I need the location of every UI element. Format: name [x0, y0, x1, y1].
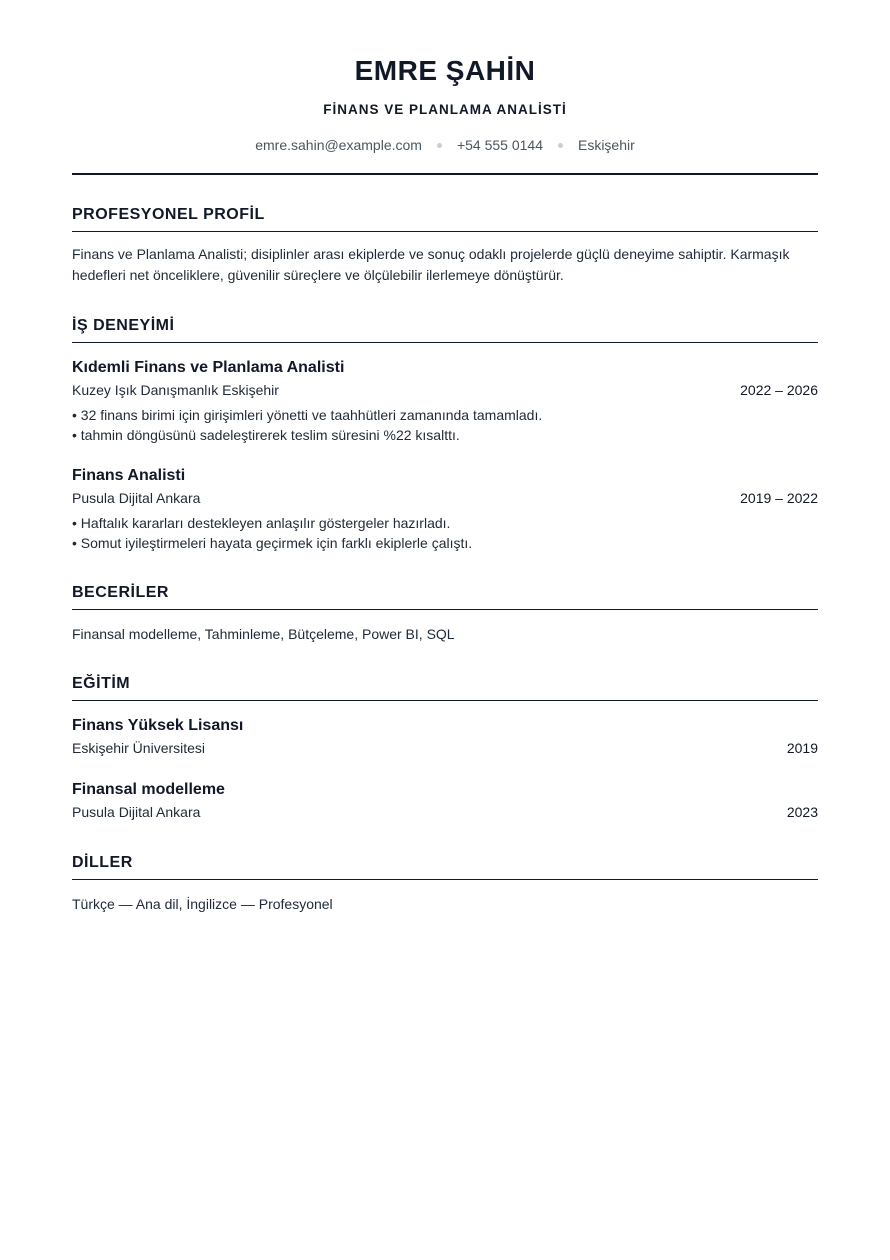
- experience-bullets: [72, 513, 818, 553]
- section-heading-education: EĞİTİM: [72, 674, 818, 701]
- experience-role: Kıdemli Finans ve Planlama Analisti: [72, 359, 345, 376]
- separator-dot-icon: [558, 143, 563, 148]
- skills-list: Finansal modelleme, Tahminleme, Bütçeleme, Power BI, SQL: [72, 626, 455, 642]
- contact-city: Eskişehir: [577, 137, 635, 153]
- education-entry: [72, 779, 818, 823]
- experience-entry: [72, 465, 818, 553]
- education-meta: [72, 737, 818, 759]
- section-heading-languages: DİLLER: [72, 853, 818, 880]
- contact-email: emre.sahin@example.com: [255, 137, 422, 153]
- education-year: 2023: [786, 804, 818, 820]
- skills-section: [72, 583, 818, 644]
- experience-bullet: • Somut iyileştirmeleri hayata geçirmek için farklı ekiplerle çalıştı.: [72, 533, 818, 553]
- experience-bullet: • tahmin döngüsünü sadeleştirerek teslim süresini %22 kısalttı.: [72, 425, 818, 445]
- experience-dates: 2019 – 2022: [740, 490, 818, 506]
- languages-list: Türkçe — Ana dil, İngilizce — Profesyonel: [72, 896, 333, 912]
- contact-phone: +54 555 0144: [456, 137, 543, 153]
- candidate-name: EMRE ŞAHİN: [354, 55, 536, 86]
- education-school: Pusula Dijital Ankara: [72, 804, 201, 820]
- resume-header: [72, 0, 818, 175]
- experience-role: Finans Analisti: [72, 467, 186, 484]
- education-degree: Finansal modelleme: [72, 781, 225, 798]
- experience-meta: [72, 379, 818, 401]
- profile-summary: Finans ve Planlama Analisti; disiplinler arası ekiplerde ve sonuç odaklı projelerde güçlü deneyime sahiptir. Karmaşık hedefleri net önceliklere, güvenilir süreçlere ve ölçülebilir ilerlemeye dönüştürür.: [72, 246, 790, 283]
- profile-section: [72, 205, 818, 286]
- education-section: [72, 674, 818, 823]
- experience-company: Pusula Dijital Ankara: [72, 490, 201, 506]
- separator-dot-icon: [437, 143, 442, 148]
- education-entry: [72, 715, 818, 759]
- experience-entry: [72, 357, 818, 445]
- header-divider: [72, 173, 818, 175]
- experience-company: Kuzey Işık Danışmanlık Eskişehir: [72, 382, 279, 398]
- languages-section: [72, 853, 818, 914]
- experience-bullet: • Haftalık kararları destekleyen anlaşılır göstergeler hazırladı.: [72, 513, 818, 533]
- education-school: Eskişehir Üniversitesi: [72, 740, 206, 756]
- education-degree: Finans Yüksek Lisansı: [72, 717, 244, 734]
- experience-dates: 2022 – 2026: [740, 382, 818, 398]
- section-heading-skills: BECERİLER: [72, 583, 818, 610]
- education-meta: [72, 801, 818, 823]
- experience-bullet: • 32 finans birimi için girişimleri yönetti ve taahhütleri zamanında tamamladı.: [72, 405, 818, 425]
- contact-line: [72, 135, 818, 155]
- experience-section: [72, 316, 818, 553]
- section-heading-profile: PROFESYONEL PROFİL: [72, 205, 818, 232]
- experience-meta: [72, 487, 818, 509]
- section-heading-experience: İŞ DENEYİMİ: [72, 316, 818, 343]
- experience-bullets: [72, 405, 818, 445]
- job-title: FİNANS VE PLANLAMA ANALİSTİ: [323, 102, 567, 117]
- education-year: 2019: [786, 740, 818, 756]
